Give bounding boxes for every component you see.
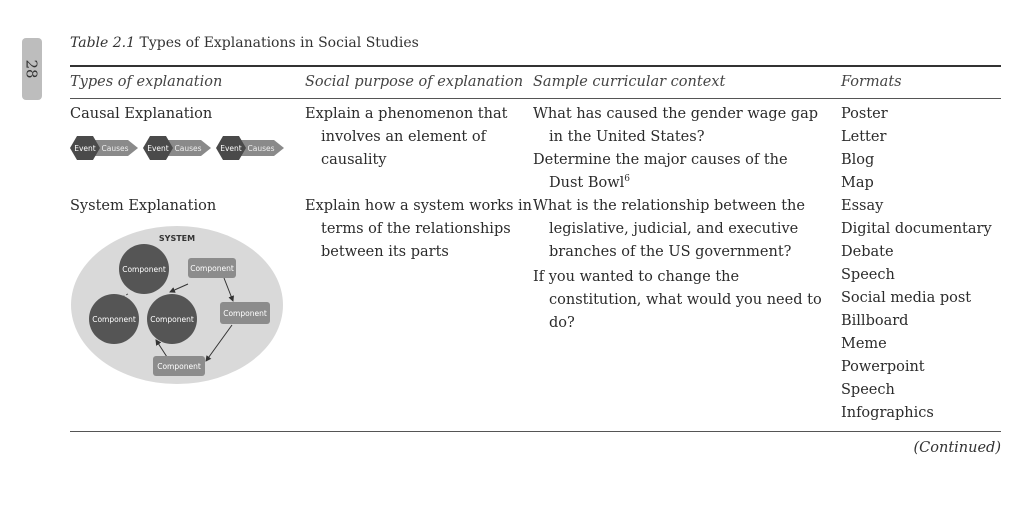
causal-chain-diagram — [70, 134, 285, 162]
causal-link-1 — [70, 136, 138, 160]
format-item: Speech — [841, 382, 895, 398]
causal-link-3 — [216, 136, 284, 160]
format-item: Powerpoint — [841, 359, 925, 375]
format-item: Speech — [841, 267, 895, 283]
format-item: Social media post — [841, 290, 972, 306]
format-item: Infographics — [841, 405, 934, 421]
context-item: What has caused the gender wage gap in the United States? — [533, 106, 819, 145]
header-context: Sample curricular context — [533, 74, 726, 90]
format-item: Meme — [841, 336, 887, 352]
component-label: Component — [190, 264, 234, 273]
page-number-tab — [22, 38, 42, 100]
format-item: Poster — [841, 106, 888, 122]
component-label: Component — [92, 315, 136, 324]
table-bottom-rule — [70, 431, 1001, 432]
row-system-type: System Explanation — [70, 198, 217, 214]
causes-label: Causes — [247, 144, 275, 153]
row-causal-purpose: Explain a phenomenon that involves an element of causality — [305, 106, 508, 168]
footnote-ref: 6 — [624, 174, 631, 185]
header-formats: Formats — [841, 74, 902, 90]
format-item: Essay — [841, 198, 884, 214]
context-item: If you wanted to change the constitution, what would you need to do? — [533, 269, 822, 331]
system-title: SYSTEM — [158, 234, 196, 243]
table-header-rule — [70, 98, 1001, 99]
causes-label: Causes — [101, 144, 129, 153]
component-label: Component — [150, 315, 194, 324]
context-item: What is the relationship between the legislative, judicial, and executive branches of the US government? — [533, 198, 805, 260]
row-causal-context — [533, 103, 823, 195]
continued-note: (Continued) — [913, 440, 1001, 456]
format-item: Debate — [841, 244, 894, 260]
header-type: Types of explanation — [70, 74, 223, 90]
header-purpose: Social purpose of explanation — [305, 74, 524, 90]
context-item: Determine the major causes of the Dust Bowl$^6$ — [533, 152, 788, 191]
page-number: 28 — [23, 59, 41, 79]
event-label: Event — [147, 144, 169, 153]
event-label: Event — [220, 144, 242, 153]
causes-label: Causes — [174, 144, 202, 153]
caption-title: Types of Explanations in Social Studies — [139, 35, 419, 51]
causal-link-2 — [143, 136, 211, 160]
row-system-context — [533, 195, 823, 335]
format-item: Digital documentary — [841, 221, 992, 237]
component-label: Component — [223, 309, 267, 318]
row-system-purpose: Explain how a system works in terms of the relationships between its parts — [305, 198, 532, 260]
format-item: Map — [841, 175, 874, 191]
event-label: Event — [74, 144, 96, 153]
format-item: Blog — [841, 152, 875, 168]
format-item: Billboard — [841, 313, 909, 329]
table-top-rule — [70, 65, 1001, 67]
caption-label: Table 2.1 — [70, 35, 136, 51]
row-causal-type: Causal Explanation — [70, 106, 213, 122]
formats-list — [841, 103, 1011, 425]
format-item: Letter — [841, 129, 887, 145]
system-diagram — [70, 222, 285, 386]
table-caption — [70, 35, 419, 51]
component-label: Component — [157, 362, 201, 371]
component-label: Component — [122, 265, 166, 274]
